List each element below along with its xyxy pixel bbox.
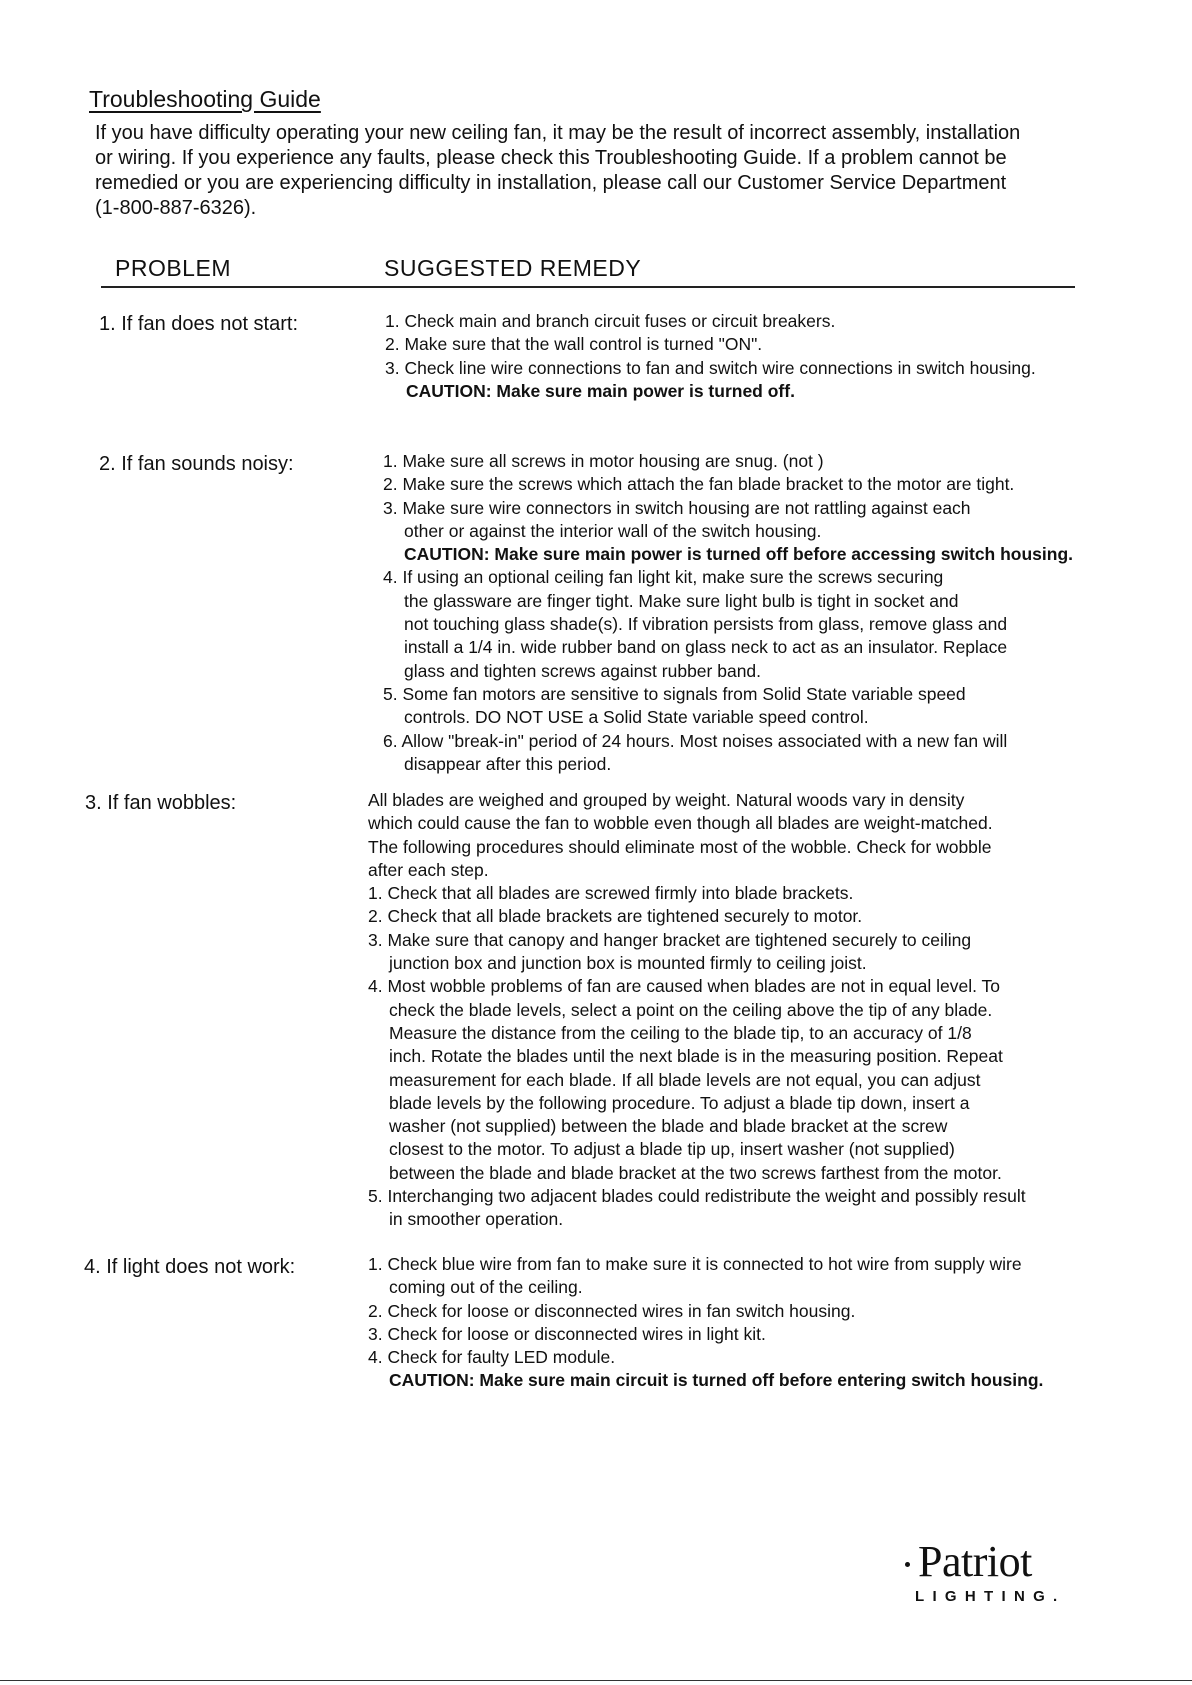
remedy-line: 3. Check line wire connections to fan and switch wire connections in switch housing. (385, 357, 1036, 378)
remedy-line: measurement for each blade. If all blade levels are not equal, you can adjust (389, 1069, 981, 1090)
remedy-line: 6. Allow "break-in" period of 24 hours. Most noises associated with a new fan will (383, 730, 1008, 751)
remedy-line: All blades are weighed and grouped by weight. Natural woods vary in density (368, 790, 965, 810)
remedy-line: disappear after this period. (404, 753, 612, 774)
page-bottom-rule (0, 1680, 1192, 1681)
remedy-line: 5. Some fan motors are sensitive to signals from Solid State variable speed (383, 683, 966, 704)
remedy-line: 4. If using an optional ceiling fan light kit, make sure the screws securing (383, 567, 944, 588)
problem-label: 1. If fan does not start: (99, 313, 299, 335)
remedy-line: between the blade and blade bracket at the two screws farthest from the motor. (389, 1162, 1002, 1183)
logo-dot-icon (905, 1562, 910, 1567)
remedy-line: 1. Check blue wire from fan to make sure it is connected to hot wire from supply wire (368, 1254, 1022, 1274)
intro-line: (1-800-887-6326). (95, 197, 257, 219)
remedy-line: Measure the distance from the ceiling to the blade tip, to an accuracy of 1/8 (389, 1022, 972, 1043)
remedy-line: check the blade levels, select a point on the ceiling above the tip of any blade. (389, 999, 993, 1020)
remedy-line: coming out of the ceiling. (389, 1277, 583, 1298)
remedy-line: 5. Interchanging two adjacent blades could redistribute the weight and possibly result (368, 1186, 1026, 1207)
remedy-line: 3. Make sure wire connectors in switch housing are not rattling against each (383, 497, 971, 518)
remedy-line: junction box and junction box is mounted firmly to ceiling joist. (389, 953, 867, 974)
header-divider (101, 286, 1075, 288)
patriot-lighting-logo (905, 1538, 1085, 1608)
remedy-line: 1. Make sure all screws in motor housing are snug. (not ) (383, 451, 824, 471)
remedy-line: 4. Check for faulty LED module. (368, 1347, 616, 1368)
remedy-list (383, 450, 1073, 776)
remedy-line: inch. Rotate the blades until the next blade is in the measuring position. Repeat (389, 1046, 1003, 1067)
remedy-line: closest to the motor. To adjust a blade tip up, insert washer (not supplied) (389, 1139, 955, 1160)
problem-column-header: PROBLEM (115, 255, 231, 281)
problem-label: 4. If light does not work: (84, 1256, 296, 1278)
logo-wordmark: Patriot (918, 1537, 1032, 1586)
page-title: Troubleshooting Guide (89, 86, 321, 112)
remedy-line: 2. Make sure that the wall control is turned "ON". (385, 334, 763, 355)
remedy-line: 3. Check for loose or disconnected wires in light kit. (368, 1323, 766, 1344)
remedy-line: washer (not supplied) between the blade and blade bracket at the screw (389, 1116, 948, 1137)
remedy-line: 1. Check main and branch circuit fuses or circuit breakers. (385, 311, 836, 331)
intro-line: If you have difficulty operating your new ceiling fan, it may be the result of incorrect assembly, installation (95, 122, 1021, 144)
remedy-line: in smoother operation. (389, 1209, 564, 1230)
caution-line: CAUTION: Make sure main power is turned off. (406, 380, 795, 401)
caution-line: CAUTION: Make sure main circuit is turned off before entering switch housing. (389, 1370, 1044, 1391)
caution-line: CAUTION: Make sure main power is turned off before accessing switch housing. (404, 544, 1074, 565)
remedy-line: which could cause the fan to wobble even though all blades are weight-matched. (368, 813, 993, 834)
remedy-list (368, 1253, 1043, 1393)
remedy-line: after each step. (368, 859, 489, 880)
logo-subtitle: LIGHTING. (915, 1588, 1066, 1605)
remedy-line: 2. Check that all blade brackets are tightened securely to motor. (368, 906, 863, 927)
remedy-line: 1. Check that all blades are screwed firmly into blade brackets. (368, 883, 854, 904)
remedy-line: the glassware are finger tight. Make sure light bulb is tight in socket and (404, 590, 959, 611)
remedy-line: 2. Make sure the screws which attach the fan blade bracket to the motor are tight. (383, 474, 1015, 495)
remedy-line: 4. Most wobble problems of fan are caused when blades are not in equal level. To (368, 976, 1001, 997)
remedy-line: controls. DO NOT USE a Solid State variable speed control. (404, 707, 869, 728)
intro-paragraph (95, 121, 1095, 221)
remedy-column-header: SUGGESTED REMEDY (384, 255, 642, 281)
remedy-line: install a 1/4 in. wide rubber band on glass neck to act as an insulator. Replace (404, 637, 1008, 658)
remedy-line: The following procedures should eliminate most of the wobble. Check for wobble (368, 836, 992, 857)
remedy-line: glass and tighten screws against rubber band. (404, 660, 762, 681)
intro-line: remedied or you are experiencing difficulty in installation, please call our Customer Service Department (95, 172, 1007, 194)
remedy-list (368, 789, 1026, 1232)
remedy-line: blade levels by the following procedure. To adjust a blade tip down, insert a (389, 1092, 970, 1113)
remedy-list (385, 310, 1036, 403)
problem-label: 2. If fan sounds noisy: (99, 453, 294, 475)
problem-label: 3. If fan wobbles: (85, 792, 237, 814)
remedy-line: not touching glass shade(s). If vibration persists from glass, remove glass and (404, 614, 1008, 635)
remedy-line: 3. Make sure that canopy and hanger bracket are tightened securely to ceiling (368, 929, 972, 950)
remedy-line: other or against the interior wall of the switch housing. (404, 520, 822, 541)
remedy-line: 2. Check for loose or disconnected wires in fan switch housing. (368, 1300, 856, 1321)
intro-line: or wiring. If you experience any faults, please check this Troubleshooting Guide. If a problem cannot be (95, 147, 1007, 169)
